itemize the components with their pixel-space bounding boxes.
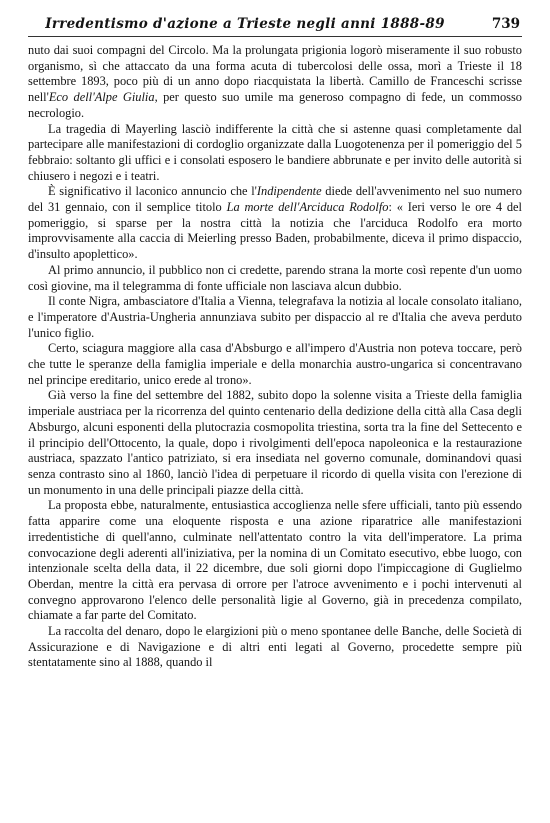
- text-run: Al primo annuncio, il pubblico non ci credette, parendo strana la morte così repente d'un uomo così giovine, ma il telegramma di fonte ufficiale non lasciava alcun dubbio.: [28, 262, 522, 293]
- text-run: La raccolta del denaro, dopo le elargizioni più o meno spontanee delle Banche, delle Società di Assicurazione e di Navigazione e di altri enti legati al Governo, procedette sempre più stentatamente sino al 1888, quando il: [28, 624, 522, 670]
- paragraph: [28, 263, 522, 294]
- running-head: [28, 14, 522, 37]
- paragraph: [28, 122, 522, 185]
- italic-text: Eco dell'Alpe Giulia: [48, 90, 155, 105]
- text-run: diede dell'avvenimento nel suo numero del 31 gennaio, con il semplice titolo: [28, 184, 522, 215]
- text-run: È significativo il laconico annuncio che l': [48, 184, 257, 199]
- book-page: [28, 14, 522, 671]
- text-run: nuto dai suoi compagni del Circolo. Ma la prolungata prigionia logorò miseramente il suo robusto organismo, sì che attaccato da una forma acuta di tubercolosi delle ossa, morì a Trieste il 18 settembre 1893, poco più di un anno dopo riacquistata la libertà. Camillo de Franceschi scrisse nell': [28, 43, 522, 105]
- paragraph: [28, 43, 522, 122]
- text-run: : « Ieri verso le ore 4 del pomeriggio, si sparse per la nostra città la notizia che l'arciduca Rodolfo era morto improvvisamente alla caccia di Meierling presso Baden, probabilmente, diceva il primo dispaccio, d'insulto apoplettico».: [28, 200, 522, 262]
- paragraph: [28, 498, 522, 624]
- paragraph: [28, 294, 522, 341]
- text-run: , per questo suo umile ma generoso compagno di fede, un commosso necrologio.: [28, 90, 522, 120]
- italic-text: Indipendente: [256, 184, 322, 199]
- paragraph: [28, 184, 522, 263]
- text-run: Già verso la fine del settembre del 1882, subito dopo la solenne visita a Trieste della famiglia imperiale austriaca per la ricorrenza del quinto centenario della dedizione della città alla Casa degli Absburgo, alcuni esponenti della plutocrazia cosmopolita triestina, sorta tra la fine del Settecento e il principio dell'Ottocento, la quale, dopo i rivolgimenti dell'epoca napoleonica e la restaurazione austriaca, spazzato l'antico patriziato, si era insediata nel governo comunale, dominandovi quasi senza contrasto sino al 1860, lanciò l'idea di perpetuare il ricordo di quella visita con l'erezione di un monumento in una delle principali piazze della città.: [28, 388, 522, 497]
- text-run: Il conte Nigra, ambasciatore d'Italia a Vienna, telegrafava la notizia al locale consolato italiano, e l'imperatore d'Austria-Ungheria annunziava subito per dispaccio al re d'Italia che aveva perduto l'unico figlio.: [28, 294, 522, 340]
- text-run: La tragedia di Mayerling lasciò indifferente la città che si astenne quasi completamente dal partecipare alle manifestazioni di cordoglio organizzate dalla Luogotenenza per il pomeriggio del 5 febbraio: soltanto gli uffici e i consolati esposero le bandiere abbrunate e per invito delle autorità si chiusero i negozi e i teatri.: [28, 121, 522, 183]
- text-run: La proposta ebbe, naturalmente, entusiastica accoglienza nelle sfere ufficiali, tanto più essendo fatta apparire come una eloquente risposta e una azione riparatrice alle manifestazioni irredentistiche di quell'anno, culminate nell'attentato contro la vita dell'imperatore. La prima convocazione degli aderenti all'iniziativa, per la nomina di un Comitato esecutivo, ebbe luogo, con intenzionale scelta della data, il 22 dicembre, due soli giorni dopo l'impiccagione di Guglielmo Oberdan, mentre la città era pervasa di orrore per l'atroce avvenimento e i pochi intervenuti al convegno approvarono l'elenco delle personalità ligie al Governo, già in precedenza compilato, chiamate a far parte del Comitato.: [28, 498, 522, 623]
- italic-text: La morte dell'Arciduca Rodolfo: [226, 200, 389, 215]
- paragraph: [28, 624, 522, 671]
- running-title: Irredentismo d'azione a Trieste negli anni 1888-89: [45, 16, 445, 32]
- paragraph: [28, 388, 522, 498]
- paragraph: [28, 341, 522, 388]
- text-run: Certo, sciagura maggiore alla casa d'Absburgo e all'impero d'Austria non poteva toccare, però che tutte le speranze della famiglia imperiale e della monarchia austro-ungarica si concentravano nel principe ereditario, unico erede al trono».: [28, 341, 522, 387]
- page-number: 739: [491, 16, 520, 32]
- body-text: [28, 43, 522, 671]
